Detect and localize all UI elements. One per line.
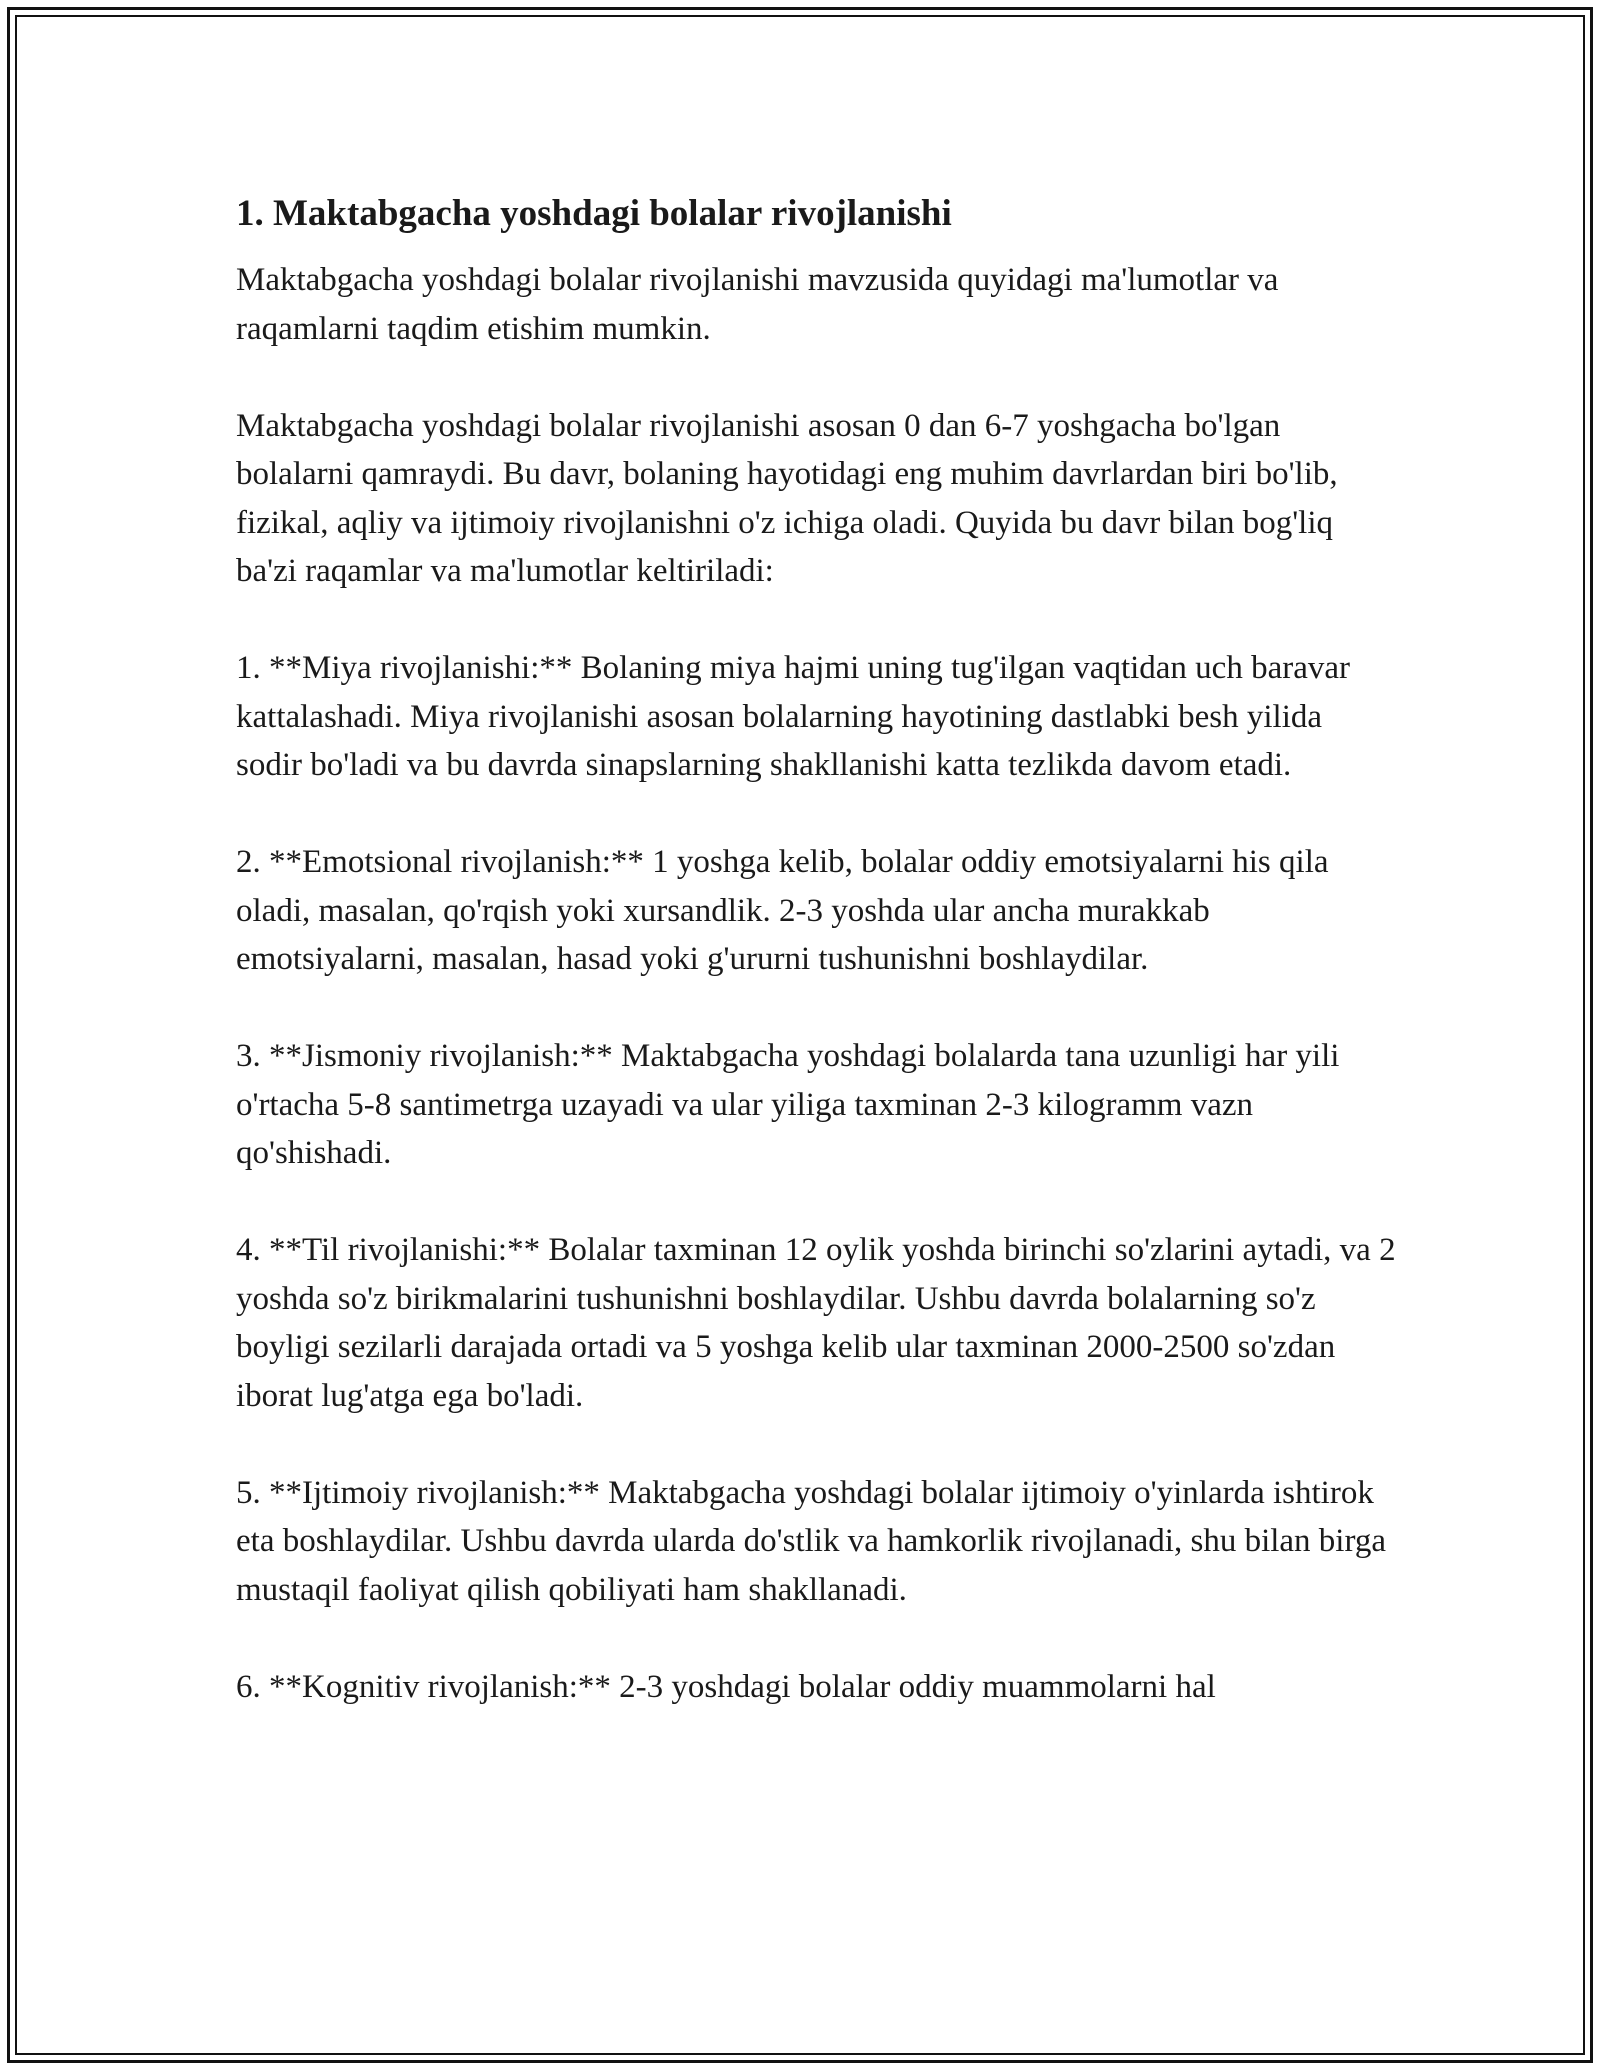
list-item-social-development: 5. **Ijtimoiy rivojlanish:** Maktabgacha yoshdagi bolalar ijtimoiy o'yinlarda ishtirok eta boshlaydilar. Ushbu davrda ularda do'stlik va hamkorlik rivojlanadi, shu bilan birga mustaqil faoliyat qilish qobiliyati ham shakllanadi. (236, 1474, 1387, 1608)
document-body (236, 186, 1396, 1711)
list-item-brain-development: 1. **Miya rivojlanishi:** Bolaning miya hajmi uning tug'ilgan vaqtidan uch baravar kattalashadi. Miya rivojlanishi asosan bolalarning hayotining dastlabki besh yilida sodir bo'ladi va bu davrda sinapslarning shakllanishi katta tezlikda davom etadi. (236, 650, 1350, 783)
overview-paragraph: Maktabgacha yoshdagi bolalar rivojlanishi asosan 0 dan 6-7 yoshgacha bo'lgan bolalarni qamraydi. Bu davr, bolaning hayotidagi eng muhim davrlardan biri bo'lib, fizikal, aqliy va ijtimoiy rivojlanishni o'z ichiga oladi. Quyida bu davr bilan bog'liq ba'zi raqamlar va ma'lumotlar keltiriladi: (236, 407, 1338, 589)
list-item-language-development: 4. **Til rivojlanishi:** Bolalar taxminan 12 oylik yoshda birinchi so'zlarini aytadi, va 2 yoshda so'z birikmalarini tushunishni boshlaydilar. Ushbu davrda bolalarning so'z boyligi sezilarli darajada ortadi va 5 yoshga kelib ular taxminan 2000-2500 so'zdan iborat lug'atga ega bo'ladi. (236, 1232, 1396, 1414)
intro-paragraph: Maktabgacha yoshdagi bolalar rivojlanishi mavzusida quyidagi ma'lumotlar va raqamlarni taqdim etishim mumkin. (236, 262, 1279, 347)
list-item-emotional-development: 2. **Emotsional rivojlanish:** 1 yoshga kelib, bolalar oddiy emotsiyalarni his qila oladi, masalan, qo'rqish yoki xursandlik. 2-3 yoshda ular ancha murakkab emotsiyalarni, masalan, hasad yoki g'ururni tushunishni boshlaydilar. (236, 844, 1329, 977)
list-item-physical-development: 3. **Jismoniy rivojlanish:** Maktabgacha yoshdagi bolalarda tana uzunligi har yili o'rtacha 5-8 santimetrga uzayadi va ular yiliga taxminan 2-3 kilogramm vazn qo'shishadi. (236, 1038, 1340, 1171)
list-item-cognitive-development: 6. **Kognitiv rivojlanish:** 2-3 yoshdagi bolalar oddiy muammolarni hal (236, 1668, 1216, 1705)
document-title: 1. Maktabgacha yoshdagi bolalar rivojlanishi (236, 193, 952, 234)
